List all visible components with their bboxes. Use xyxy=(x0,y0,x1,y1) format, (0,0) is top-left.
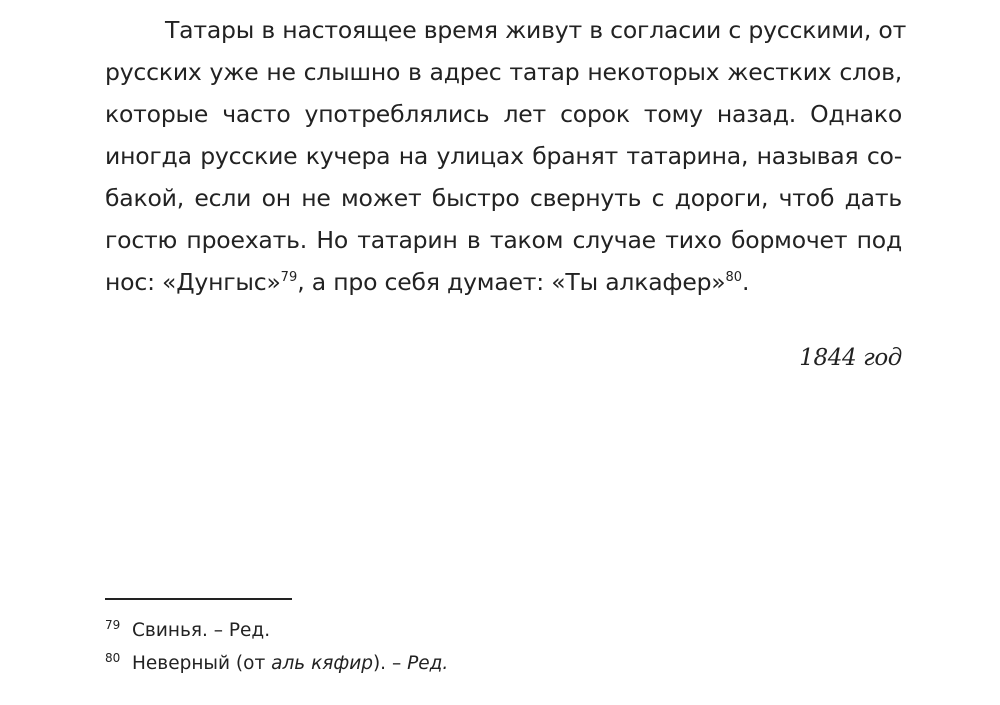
paragraph-line: которые часто употреблялись лет сорок тому назад. Однако xyxy=(105,100,902,128)
footnote-separator xyxy=(105,598,292,600)
footnotes xyxy=(105,614,902,680)
footnote-80: 80 Неверный (от аль кяфир). – Ред. xyxy=(105,651,449,674)
footnote-ref-80[interactable]: 80 xyxy=(725,270,743,285)
last-line-text-3: . xyxy=(742,268,750,296)
paragraph-line: гостю проехать. Но татарин в таком случае тихо бормочет под xyxy=(105,226,902,254)
paragraph-line: русских уже не слышно в адрес татар некоторых жестких слов, xyxy=(105,58,902,86)
paragraph-last-line xyxy=(105,261,902,303)
footnote-text-middle: ). – xyxy=(372,653,408,674)
paragraph-line: Татары в настоящее время живут в согласии с русскими, от xyxy=(165,16,907,44)
paragraph-line: бакой, если он не может быстро свернуть с дороги, чтоб дать xyxy=(105,184,902,212)
date-signature: 1844 год xyxy=(799,345,902,371)
cropped-previous-line xyxy=(105,0,902,3)
footnote-text: Свинья. – Ред. xyxy=(132,620,271,641)
paragraph-line: иногда русские кучера на улицах бранят татарина, называя со- xyxy=(105,142,902,170)
paragraph xyxy=(105,9,907,303)
footnote-text-before: Неверный (от xyxy=(132,653,272,674)
footnote-ref-79[interactable]: 79 xyxy=(280,270,298,285)
last-line-text-2: , а про себя думает: «Ты алкафер» xyxy=(297,268,726,296)
footnote-79: 79 Свинья. – Ред. xyxy=(105,618,271,641)
footnote-text-italic: аль кяфир xyxy=(271,653,373,674)
footnote-text-italic-2: Ред. xyxy=(407,653,449,674)
last-line-text-1: нос: «Дунгыс» xyxy=(105,268,281,296)
